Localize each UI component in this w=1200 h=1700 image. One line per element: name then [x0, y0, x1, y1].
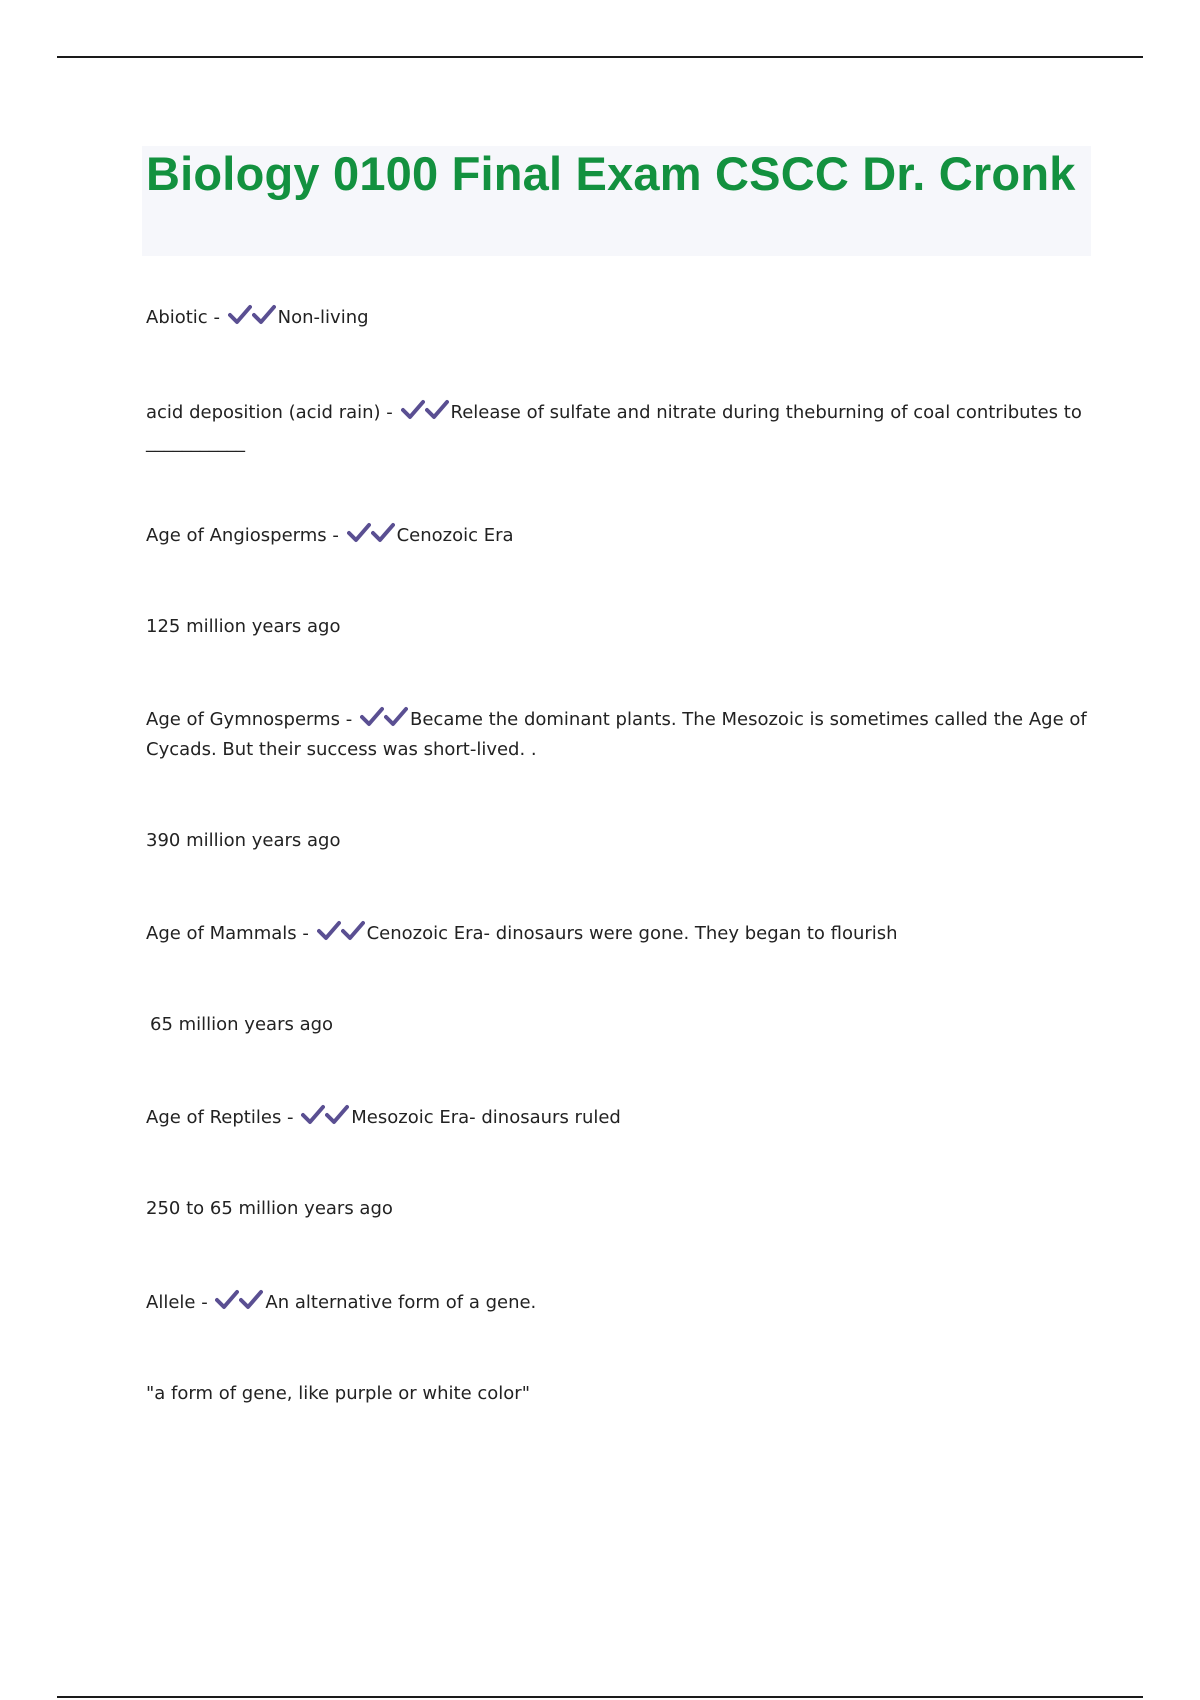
term-separator: - [326, 525, 345, 546]
flashcard-entry-abiotic [146, 303, 1096, 333]
title-banner [142, 146, 1091, 256]
double-check-icon [228, 303, 276, 333]
flashcard-entry-mammals [146, 919, 1096, 949]
definition: An alternative form of a gene. [265, 1292, 537, 1313]
term-separator: - [380, 402, 399, 423]
term: Age of Mammals [146, 923, 297, 944]
check-icon [301, 1104, 325, 1126]
term-separator: - [195, 1292, 214, 1313]
double-check-icon [347, 521, 395, 551]
check-icon [215, 1289, 239, 1311]
check-icon [317, 920, 341, 942]
double-check-icon [401, 398, 449, 428]
flashcard-entry-angiosperms [146, 521, 1096, 551]
definition: Cenozoic Era- dinosaurs were gone. They began to flourish [366, 923, 898, 944]
term: Abiotic [146, 307, 208, 328]
term: Age of Gymnosperms [146, 709, 341, 730]
top-rule [57, 56, 1143, 58]
check-icon [425, 399, 449, 421]
double-check-icon [317, 919, 365, 949]
definition: Mesozoic Era- dinosaurs ruled [351, 1107, 621, 1128]
double-check-icon [360, 705, 408, 735]
double-check-icon [215, 1288, 263, 1318]
check-icon [371, 522, 395, 544]
flashcard-entry-acid-deposition [146, 398, 1096, 458]
check-icon [401, 399, 425, 421]
check-icon [325, 1104, 349, 1126]
note-reptiles-age: 250 to 65 million years ago [146, 1198, 393, 1219]
note-allele-example: "a form of gene, like purple or white color" [146, 1383, 530, 1404]
double-check-icon [301, 1103, 349, 1133]
flashcard-entry-gymnosperms [146, 705, 1096, 765]
term: Allele [146, 1292, 196, 1313]
check-icon [384, 706, 408, 728]
note-angiosperms-age: 125 million years ago [146, 616, 341, 637]
term-separator: - [340, 709, 358, 730]
check-icon [347, 522, 371, 544]
note-gymnosperms-age: 390 million years ago [146, 830, 341, 851]
definition: Non-living [277, 307, 369, 328]
check-icon [239, 1289, 263, 1311]
definition: Cenozoic Era [396, 525, 514, 546]
check-icon [252, 304, 276, 326]
term: Age of Reptiles [146, 1107, 282, 1128]
check-icon [341, 920, 365, 942]
fill-in-blank: ___________ [146, 432, 245, 453]
check-icon [228, 304, 252, 326]
flashcard-entry-allele [146, 1288, 1096, 1318]
bottom-rule [57, 1696, 1143, 1698]
flashcard-entry-reptiles [146, 1103, 1096, 1133]
term: Age of Angiosperms [146, 525, 327, 546]
definition: Became the dominant plants. The Mesozoic is sometimes called the Age of Cycads. But their success was short-lived. . [146, 709, 1087, 760]
term-separator: - [296, 923, 315, 944]
page-title: Biology 0100 Final Exam CSCC Dr. Cronk [146, 147, 1076, 200]
note-mammals-age: 65 million years ago [150, 1014, 334, 1035]
definition: Release of sulfate and nitrate during theburning of coal contributes to [450, 402, 1082, 423]
check-icon [360, 706, 384, 728]
term-separator: - [281, 1107, 300, 1128]
term-separator: - [207, 307, 226, 328]
term: acid deposition (acid rain) [146, 402, 381, 423]
